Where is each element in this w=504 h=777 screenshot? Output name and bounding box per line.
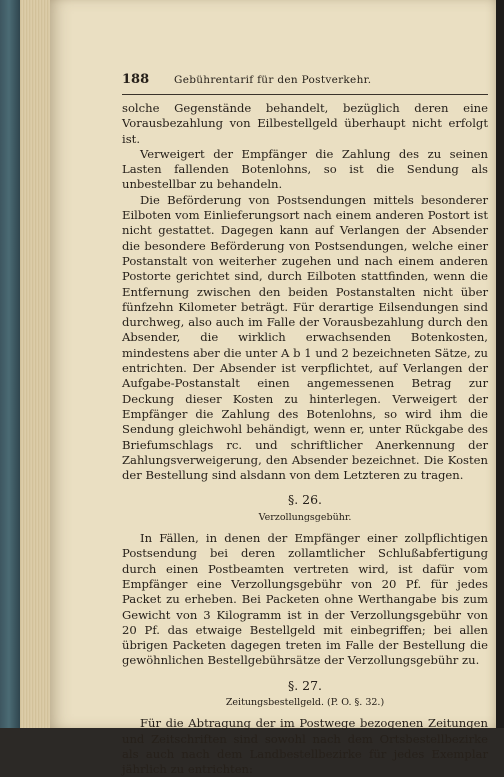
running-title: Gebührentarif für den Postverkehr. (174, 74, 372, 86)
page-number: 188 (122, 72, 150, 87)
section-number: §. 26. (287, 492, 323, 508)
page-header (122, 72, 488, 95)
paragraph: Verweigert der Empfänger die Zahlung des zu seinen Lasten fallenden Botenlohns, so ist die Sendung als unbestellbar zu behandeln. (122, 146, 488, 192)
book-binding (0, 0, 20, 728)
section-number: §. 27. (287, 677, 323, 693)
paragraph: solche Gegenstände behandelt, bezüglich deren eine Vorausbezahlung von Eilbestellgeld überhaupt nicht erfolgt ist. (122, 101, 488, 146)
page-content (122, 72, 488, 777)
paragraph: Für die Abtragung der im Postwege bezogenen Zeitungen und Zeitschriften sind sowohl nach dem Ortsbestellbezirke als auch nach dem Landbestellbezirke für jedes Exemplar jährlich zu entrichten: (122, 716, 488, 777)
page-edges (20, 0, 50, 728)
section-title: Verzollungsgebühr. (258, 511, 352, 523)
section-title: Zeitungsbestellgeld. (P. O. §. 32.) (225, 696, 385, 708)
paragraph: Die Beförderung von Postsendungen mittels besonderer Eilboten vom Einlieferungsort nach einem anderen Postort ist nicht gestattet. Dagegen kann auf Verlangen der Absender die besondere Beförderung von Postsendungen, welche einer Postanstalt von weiterher zugehen und nach einem anderen Postorte gerichtet sind, durch Eilboten stattfinden, wenn die Entfernung zwischen den beiden Postanstalten nicht über fünfzehn Kilometer beträgt. Für derartige Eilsendungen sind durchweg, also auch im Falle der Vorausbezahlung durch den Absender, die wirklich erwachsenden Botenkosten, mindestens aber die unter A b 1 und 2 bezeichneten Sätze, zu entrichten. Der Absender ist verpflichtet, auf Verlangen der Aufgabe-Postanstalt einen angemessenen Betrag zur Deckung dieser Kosten zu hinterlegen. Verweigert der Empfänger die Zahlung des Botenlohns, so wird ihm die Sendung gleichwohl behändigt, wenn er, unter Rückgabe des Briefumschlags rc. und schriftlicher Anerkennung der Zahlungsverweigerung, den Absender bezeichnet. Die Kosten der Bestellung sind alsdann von dem Letzteren zu tragen. (122, 192, 488, 483)
scan-background (496, 0, 504, 728)
paragraph: In Fällen, in denen der Empfänger einer zollpflichtigen Postsendung bei deren zollamtlicher Schlußabfertigung durch einen Postbeamten vertreten wird, ist dafür vom Empfänger eine Verzollungsgebühr von 20 Pf. für jedes Packet zu erheben. Bei Packeten ohne Werthangabe bis zum Gewicht von 3 Kilogramm ist in der Verzollungsgebühr von 20 Pf. das etwaige Bestellgeld mit einbegriffen; bei allen übrigen Packeten dagegen treten im Falle der Bestellung die gewöhnlichen Bestellgebührsätze der Verzollungsgebühr zu. (122, 531, 488, 668)
